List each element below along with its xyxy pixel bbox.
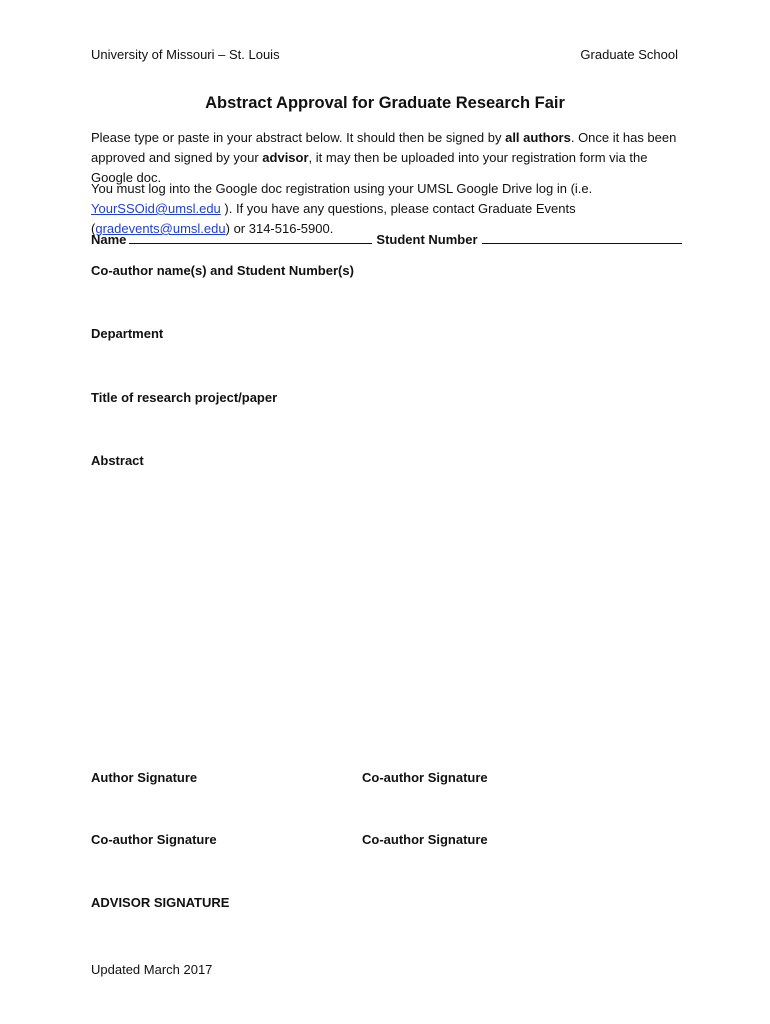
name-field[interactable] xyxy=(129,231,372,244)
intro-text: You must log into the Google doc registration using your UMSL Google Drive log in (i.e. xyxy=(91,181,593,196)
abstract-label: Abstract xyxy=(91,453,144,468)
intro-emphasis-all-authors: all authors xyxy=(505,130,571,145)
footer-updated: Updated March 2017 xyxy=(91,962,213,977)
sso-email-link[interactable]: YourSSOid@umsl.edu xyxy=(91,201,221,216)
research-title-label: Title of research project/paper xyxy=(91,390,278,405)
coauthor-signature-label: Co-author Signature xyxy=(362,770,488,785)
header-graduate-school: Graduate School xyxy=(580,47,678,62)
name-row xyxy=(91,231,682,247)
intro-text: , it may then be uploaded into your registration form via the Google doc. xyxy=(91,150,648,185)
gradevents-email-link[interactable]: gradevents@umsl.edu xyxy=(95,221,226,236)
author-signature-label: Author Signature xyxy=(91,770,198,785)
coauthors-label: Co-author name(s) and Student Number(s) xyxy=(91,263,354,278)
page-title: Abstract Approval for Graduate Research Fair xyxy=(205,94,565,112)
department-label: Department xyxy=(91,326,164,341)
intro-emphasis-advisor: advisor xyxy=(262,150,309,165)
student-number-field[interactable] xyxy=(482,231,682,244)
intro-text: . Once it has been approved and signed by your xyxy=(91,130,677,165)
header-university: University of Missouri – St. Louis xyxy=(91,47,280,62)
intro-text: ) or 314-516-5900. xyxy=(225,221,334,236)
name-label: Name xyxy=(91,232,127,247)
intro-text: Please type or paste in your abstract below. It should then be signed by xyxy=(91,130,506,145)
coauthor-signature-label: Co-author Signature xyxy=(362,832,488,847)
coauthor-signature-label: Co-author Signature xyxy=(91,832,217,847)
student-number-label: Student Number xyxy=(376,232,478,247)
advisor-signature-label: ADVISOR SIGNATURE xyxy=(91,895,230,910)
intro-text: ). If you have any questions, please contact Graduate Events ( xyxy=(91,201,576,236)
intro-paragraph-2 xyxy=(91,179,691,239)
